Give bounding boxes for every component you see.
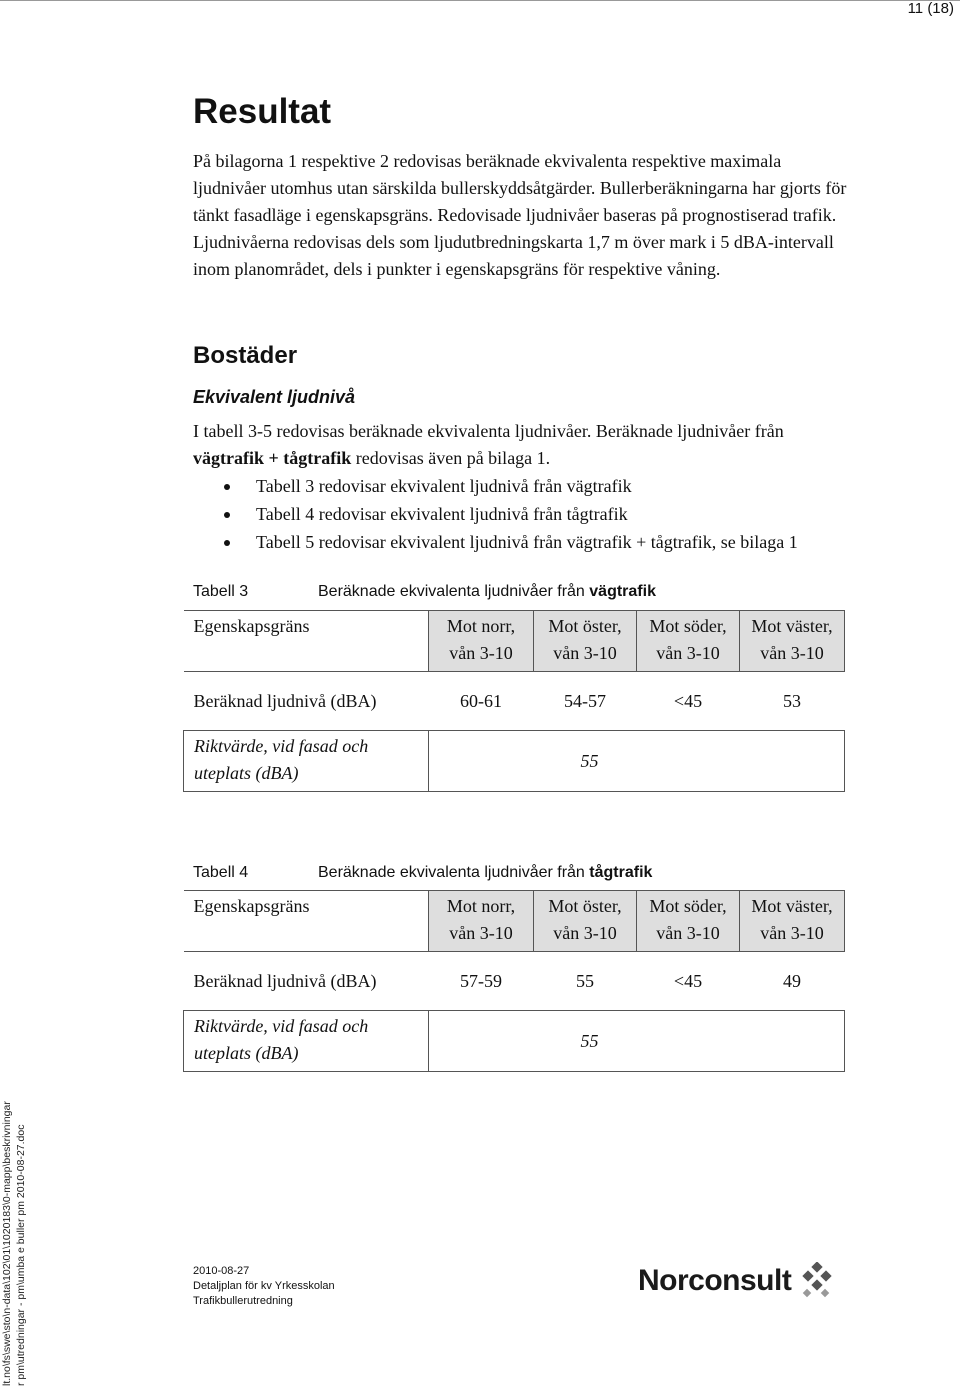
top-rule (0, 0, 960, 1)
bullet-icon (224, 484, 230, 490)
results-text-bold: vägtrafik + tågtrafik (193, 448, 352, 468)
guide-value-text: 55 (580, 1030, 599, 1051)
column-header: Mot norr, vån 3-10 (429, 611, 534, 672)
table-row (184, 672, 845, 731)
table4-description (318, 864, 652, 882)
table-row (184, 952, 845, 1011)
footer-project: Detaljplan för kv Yrkesskolan (193, 1280, 335, 1292)
page-number: 11 (18) (907, 0, 954, 17)
table-header-row (184, 891, 845, 952)
page-title: Resultat (193, 92, 332, 131)
guide-value (429, 731, 845, 792)
table4-label: Tabell 4 (193, 864, 249, 881)
bullet-text: Tabell 5 redovisar ekvivalent ljudnivå från vägtrafik + tågtrafik, se bilaga 1 (256, 532, 798, 552)
bullet-icon (224, 512, 230, 518)
footer-date: 2010-08-27 (193, 1265, 250, 1277)
table4 (183, 890, 844, 1072)
list-item (193, 500, 873, 528)
table-cell: 54-57 (564, 690, 606, 711)
file-path-line1: lt.no\fs\swe\sto\n-data\102\01\1020183\0-mapp\beskrivningar (1, 1101, 13, 1386)
intro-paragraph: På bilagorna 1 respektive 2 redovisas beräknade ekvivalenta respektive maximala ljudnivåer utomhus utan särskilda bullerskyddsåtgärder. Bullerberäkningarna har gjorts för tänkt fasadläge i egenskapsgräns. Redovisade ljudnivåer baseras på prognostiserad trafik. Ljudnivåerna redovisas dels som ljudutbredningskarta 1,7 m över mark i 5 dBA-intervall inom planområdet, dels i punkter i egenskapsgräns för respektive våning. (193, 151, 847, 279)
logo-wordmark: Norconsult (638, 1264, 792, 1297)
table3-description (318, 583, 656, 601)
guide-label: Riktvärde, vid fasad och uteplats (dBA) (184, 1011, 429, 1072)
guide-label: Riktvärde, vid fasad och uteplats (dBA) (184, 731, 429, 792)
table-row (184, 1011, 845, 1072)
footer-report: Trafikbullerutredning (193, 1295, 293, 1307)
footer (193, 1264, 335, 1309)
table-cell: <45 (673, 970, 703, 991)
row-label: Beräknad ljudnivå (dBA) (193, 690, 377, 711)
file-path (0, 986, 28, 1386)
column-header: Mot söder, vån 3-10 (637, 611, 740, 672)
subsection-heading: Ekvivalent ljudnivå (193, 387, 356, 407)
row-label: Beräknad ljudnivå (dBA) (193, 970, 377, 991)
guide-value-text: 55 (580, 750, 599, 771)
results-text-1: I tabell 3-5 redovisas beräknade ekvivalenta ljudnivåer. Beräknade ljudnivåer från (193, 421, 784, 441)
list-item (193, 472, 873, 500)
list-item (193, 528, 873, 556)
column-header: Mot väster, vån 3-10 (740, 611, 845, 672)
file-path-line2: r pm\utredningar - pm\umba e buller pm 2010-08-27.doc (15, 1124, 27, 1386)
table-cell: 60-61 (460, 690, 502, 711)
table3-caption (193, 583, 656, 601)
column-header: Mot söder, vån 3-10 (637, 891, 740, 952)
results-paragraph (193, 418, 853, 472)
bullet-list (193, 472, 873, 556)
table-cell: 49 (783, 970, 801, 991)
table-cell: 55 (576, 970, 594, 991)
table3 (183, 610, 844, 792)
header-label: Egenskapsgräns (184, 611, 429, 672)
column-header: Mot öster, vån 3-10 (534, 611, 637, 672)
column-header: Mot norr, vån 3-10 (429, 891, 534, 952)
results-text-2: redovisas även på bilaga 1. (351, 448, 551, 468)
table4-desc-text: Beräknade ekvivalenta ljudnivåer från (318, 864, 590, 881)
table4-caption (193, 864, 653, 882)
table-row (184, 731, 845, 792)
diamond-logo-icon (797, 1262, 835, 1300)
bullet-icon (224, 540, 230, 546)
norconsult-logo (638, 1262, 835, 1300)
table3-desc-bold: vägtrafik (589, 583, 656, 600)
bullet-text: Tabell 3 redovisar ekvivalent ljudnivå från vägtrafik (256, 476, 632, 496)
guide-value (429, 1011, 845, 1072)
table4-desc-bold: tågtrafik (589, 864, 653, 881)
section-heading: Bostäder (193, 342, 298, 369)
column-header: Mot väster, vån 3-10 (740, 891, 845, 952)
header-label: Egenskapsgräns (184, 891, 429, 952)
bullet-text: Tabell 4 redovisar ekvivalent ljudnivå från tågtrafik (256, 504, 628, 524)
table-cell: <45 (673, 690, 703, 711)
table3-desc-text: Beräknade ekvivalenta ljudnivåer från (318, 583, 590, 600)
table-header-row (184, 611, 845, 672)
table3-label: Tabell 3 (193, 583, 249, 600)
column-header: Mot öster, vån 3-10 (534, 891, 637, 952)
table-cell: 57-59 (460, 970, 502, 991)
table-cell: 53 (783, 690, 801, 711)
